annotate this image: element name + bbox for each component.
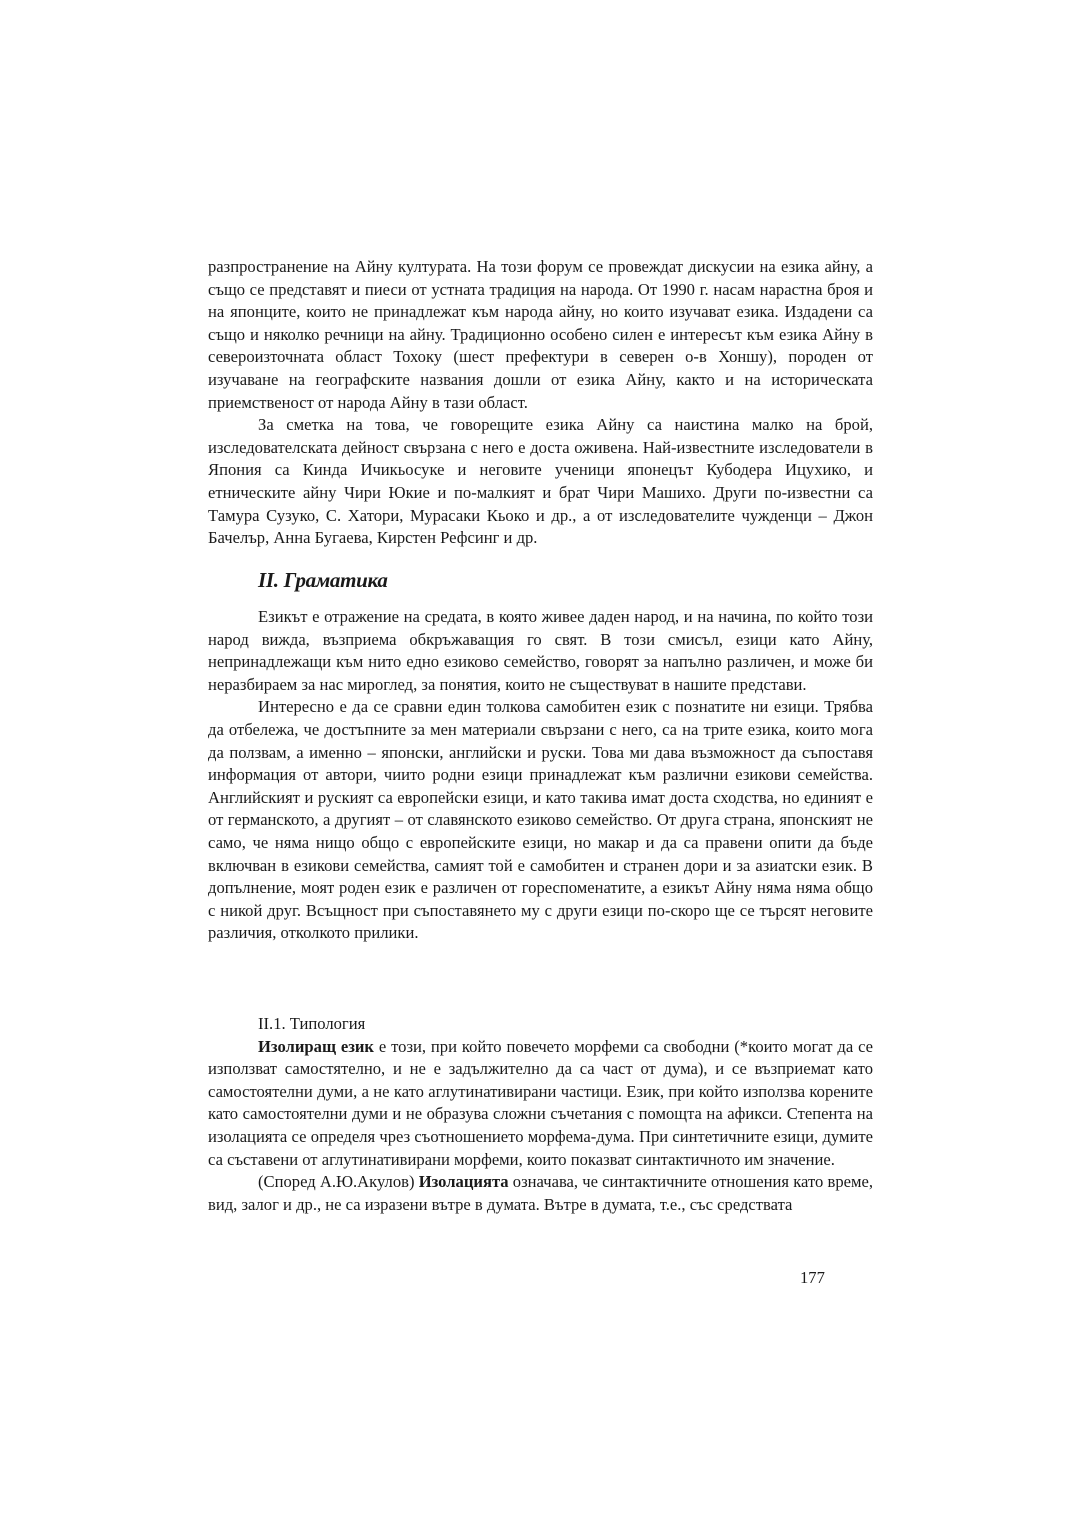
paragraph-researchers: За сметка на това, че говорещите езика Айну са наистина малко на брой, изследователската дейност свързана с него е доста оживена. Най-известните изследователи в Япония са Кинда Ичикьосуке и неговите ученици японецът Кубодера Ицухико, и етническите айну Чири Юкие и по-малкият и брат Чири Машихо. Други по-известни са Тамура Сузуко, С. Хатори, Мурасаки Кьоко и др., а от изследователите чужденци – Джон Бачелър, Анна Бугаева, Кирстен Рефсинг и др. (208, 415, 873, 548)
definition-isolating-language: е този, при който повечето морфеми са свободни (*които могат да се използват самостятелно, и не е задължително да са част от дума), и се възприемат като самостоятелни думи, а не като аглутинативирани частици. Език, при който използва корените като самостоятелни думи и не образува сложни съчетания с помощта на афикси. Степента на изолацията се определя чрез съотношението морфема-дума. При синтетичните езици, думите са съставени от аглутинативирани морфеми, които показват синтактичното им значение. (208, 1036, 874, 1169)
text-block-grammar (208, 606, 873, 945)
paragraph-intro-continuation: разпространение на Айну културата. На този форум се провеждат дискусии на езика айну, а също се представят и пиеси от устната традиция на народа. От 1990 г. насам нарастна броя и на японците, които не принадлежат към народа айну, но които изучават езика. Издадени са също и няколко речници на айну. Традиционно особено силен е интересът към езика Айну в североизточната област Тохоку (шест префектури в северен о-в Хоншу), породен от изучаване на географските названия дошли от езика Айну, както и на историческата приемственост от народа Айну в тази област. (208, 257, 873, 412)
page-number: 177 (800, 1268, 825, 1287)
definition-isolation: означава, че синтактичните отношения като време, вид, залог и др., не са изразени вътре в думата. Вътре в думата, т.е., със средствата (208, 1172, 873, 1214)
text-block-typology (208, 1013, 873, 1216)
section-heading-grammar: II. Граматика (258, 568, 388, 592)
paragraph-isolation (208, 1171, 873, 1216)
paragraph-isolating-language (208, 1036, 873, 1172)
source-reference: (Според А.Ю.Акулов) (258, 1172, 419, 1192)
text-block-intro (208, 256, 873, 550)
paragraph-grammar-1: Езикът е отражение на средата, в която живее даден народ, и на начина, по който този народ вижда, възприема обкръжаващия го свят. В този смисъл, езици като Айну, непринадлежащи към нито едно езиково семейство, говорят за напълно различен, и може би неразбираем за нас мироглед, за понятия, които не съществуват в нашите представи. (208, 607, 873, 694)
term-isolation: Изолацията (418, 1172, 509, 1192)
paragraph-grammar-2: Интересно е да се сравни един толкова самобитен език с познатите ни езици. Трябва да отбележа, че достъпните за мен материали свързани с него, са на трите езика, които мога да ползвам, а именно – японски, английски и руски. Това ми дава възможност да съпоставя информация от автори, чиито родни езици принадлежат към различни езикови семейства. Английският и руският са европейски езици, и като такива имат доста сходства, но единият е от германското, а другият – от славянското езиково семейство. От друга страна, японският не само, че няма нищо общо с европейските езици, но макар и да са правени опити да бъде включван в езикови семейства, самият той е самобитен и странен дори и за азиатски език. В допълнение, моят роден език е различен от гореспоменатите, а езикът Айну няма няма общо с никой друг. Всъщност при съпоставянето му с други езици по-скоро ще се търсят неговите различия, отколкото прилики. (208, 697, 873, 943)
subheading-typology: II.1. Типология (258, 1014, 366, 1033)
term-isolating-language: Изолиращ език (258, 1036, 374, 1056)
